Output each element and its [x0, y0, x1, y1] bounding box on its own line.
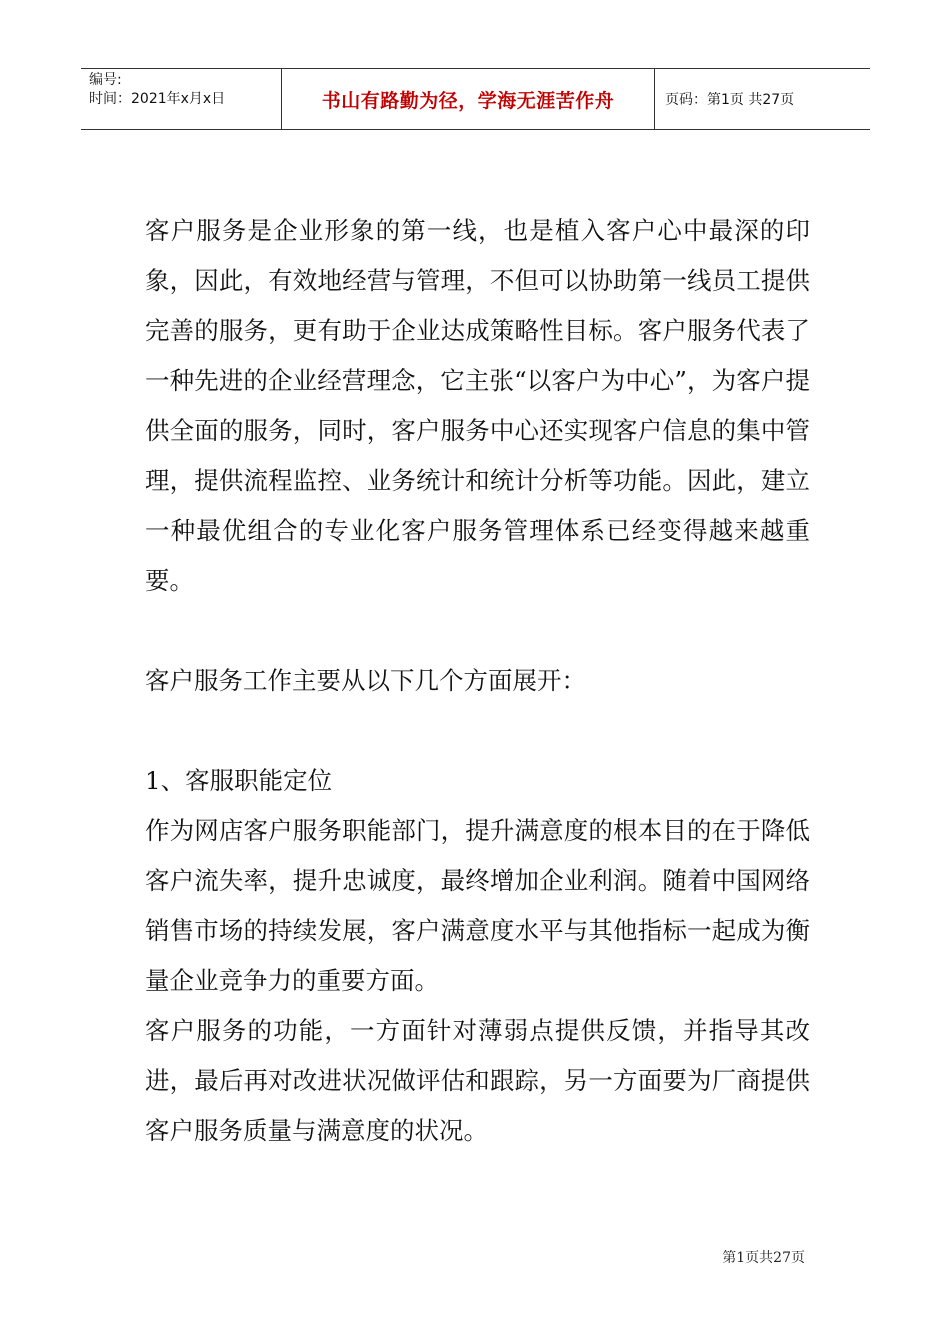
paragraph-overview: 客户服务工作主要从以下几个方面展开：	[145, 666, 586, 695]
header-meta	[81, 69, 282, 129]
header-page-info: 页码：第1页 共27页	[665, 92, 795, 108]
paragraph-section-1: 作为网店客户服务职能部门，提升满意度的根本目的在于降低客户流失率，提升忠诚度，最终增加企业利润。随着中国网络销售市场的持续发展，客户满意度水平与其他指标一起成为衡量企业竞争力的重要方面。	[145, 816, 810, 995]
section-heading: 1、客服职能定位	[145, 766, 333, 795]
document-date: 时间：2021年x月x日	[89, 91, 226, 107]
paragraph-intro: 客户服务是企业形象的第一线，也是植入客户心中最深的印象，因此，有效地经营与管理，不但可以协助第一线员工提供完善的服务，更有助于企业达成策略性目标。客户服务代表了一种先进的企业经营理念，它主张“以客户为中心”，为客户提供全面的服务，同时，客户服务中心还实现客户信息的集中管理，提供流程监控、业务统计和统计分析等功能。因此，建立一种最优组合的专业化客户服务管理体系已经变得越来越重要。	[145, 216, 810, 595]
header-motto: 书山有路勤为径，学海无涯苦作舟	[282, 69, 655, 129]
document-header	[81, 68, 870, 130]
document-body	[145, 206, 810, 1156]
document-number-label: 编号:	[89, 72, 122, 88]
paragraph-section-2: 客户服务的功能，一方面针对薄弱点提供反馈，并指导其改进，最后再对改进状况做评估和跟踪，另一方面要为厂商提供客户服务质量与满意度的状况。	[145, 1016, 810, 1145]
page-footer: 第1页共27页	[722, 1250, 805, 1266]
